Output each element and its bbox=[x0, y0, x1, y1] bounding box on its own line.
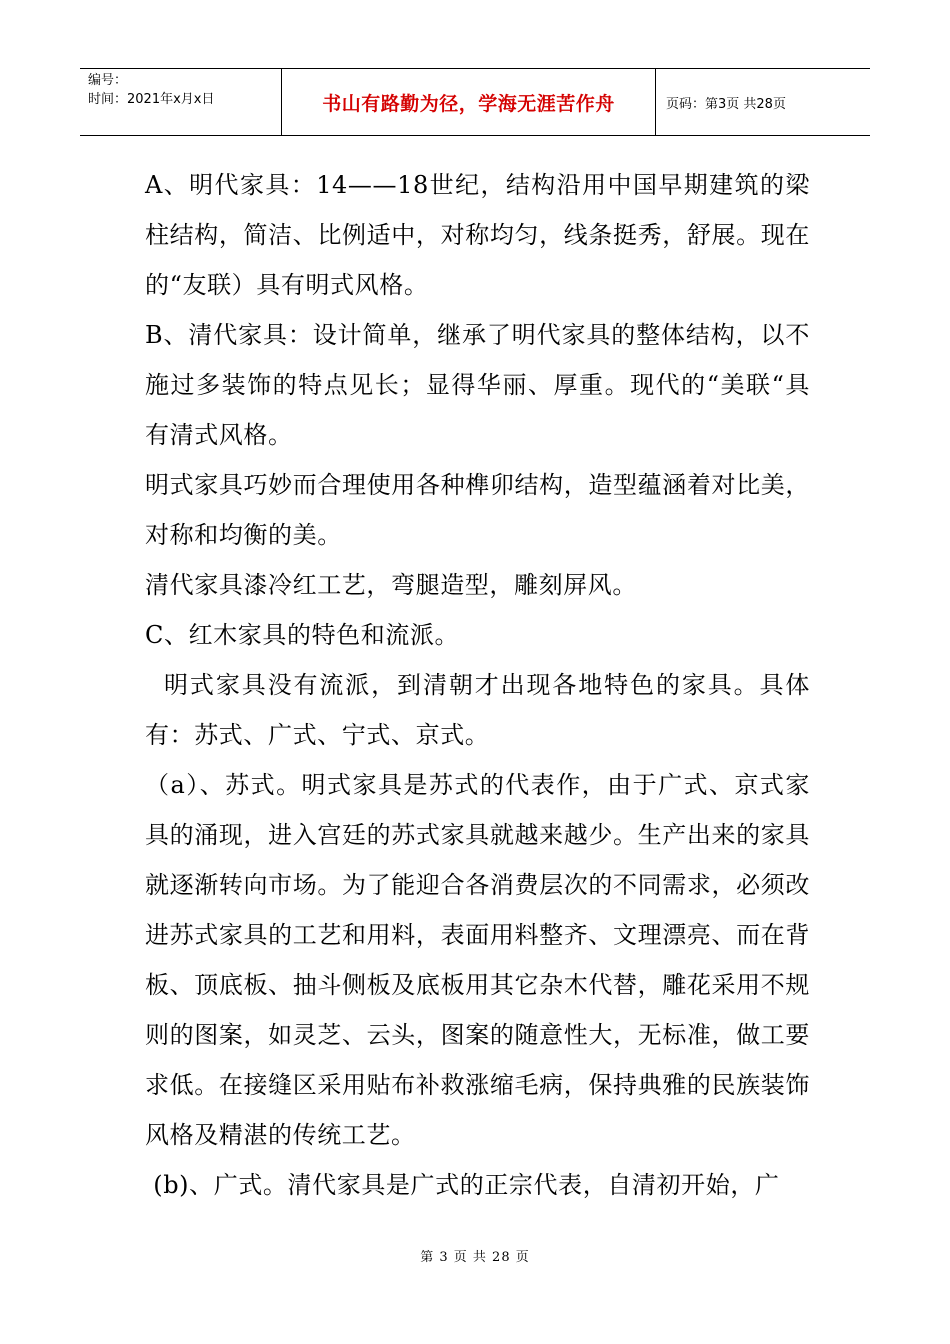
paragraph-section-c: C、红木家具的特色和流派。 bbox=[145, 621, 460, 649]
number-label: 编号： bbox=[88, 73, 128, 88]
document-body bbox=[145, 160, 810, 1210]
header-page-info: 页码：第3页 共28页 bbox=[666, 96, 786, 112]
paragraph-qing-craft: 清代家具漆冷红工艺，弯腿造型，雕刻屏风。 bbox=[145, 571, 637, 599]
paragraph-suzhou-style: （a）、苏式。明式家具是苏式的代表作，由于广式、京式家具的涌现，进入宫廷的苏式家具就越来越少。生产出来的家具就逐渐转向市场。为了能迎合各消费层次的不同需求，必须改进苏式家具的工艺和用料，表面用料整齐、文理漂亮、而在背板、顶底板、抽斗侧板及底板用其它杂木代替，雕花采用不规则的图案，如灵芝、云头，图案的随意性大，无标准，做工要求低。在接缝区采用贴布补救涨缩毛病，保持典雅的民族装饰风格及精湛的传统工艺。 bbox=[145, 771, 810, 1149]
page-footer: 第 3 页 共 28 页 bbox=[420, 1250, 530, 1265]
paragraph-ming-structure: 明式家具巧妙而合理使用各种榫卯结构，造型蕴涵着对比美，对称和均衡的美。 bbox=[145, 471, 810, 549]
paragraph-ming-furniture: A、明代家具：14——18世纪，结构沿用中国早期建筑的梁柱结构，简洁、比例适中，对称均匀，线条挺秀，舒展。现在的“友联）具有明式风格。 bbox=[145, 171, 810, 299]
page-header bbox=[80, 68, 870, 136]
paragraph-guangzhou-style: (b)、广式。清代家具是广式的正宗代表，自清初开始，广 bbox=[145, 1171, 780, 1199]
paragraph-qing-furniture: B、清代家具：设计简单，继承了明代家具的整体结构，以不施过多装饰的特点见长；显得华丽、厚重。现代的“美联“具有清式风格。 bbox=[145, 321, 810, 449]
header-motto: 书山有路勤为径，学海无涯苦作舟 bbox=[282, 69, 656, 135]
header-meta bbox=[80, 69, 282, 135]
time-label: 时间：2021年x月x日 bbox=[88, 92, 215, 107]
paragraph-schools: 明式家具没有流派，到清朝才出现各地特色的家具。具体有：苏式、广式、宁式、京式。 bbox=[145, 671, 810, 749]
